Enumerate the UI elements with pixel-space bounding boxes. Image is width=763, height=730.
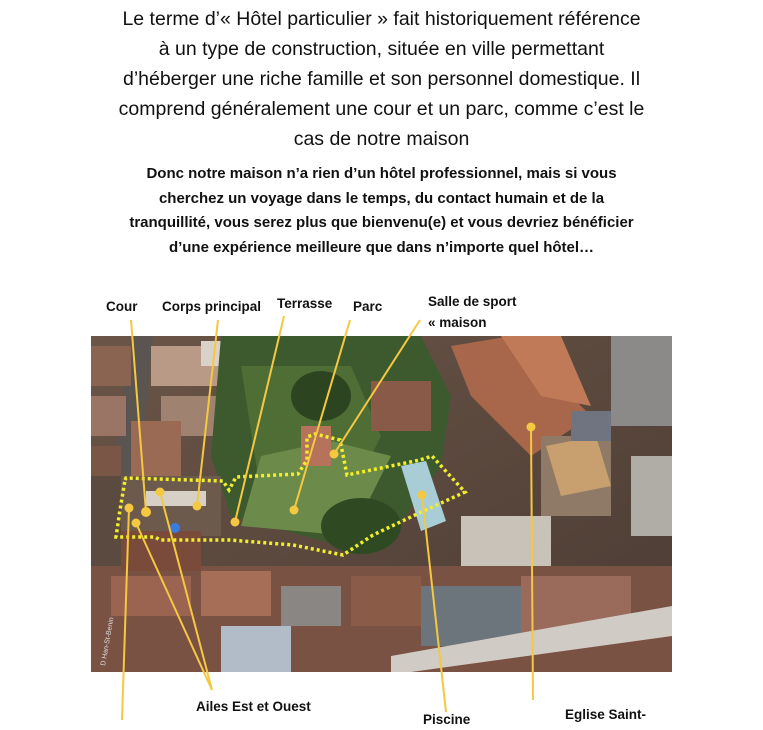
label-cour: Cour [106, 299, 138, 314]
intro-line: cas de notre maison [293, 128, 470, 150]
aerial-map [91, 336, 672, 672]
aerial-map-image [91, 336, 672, 672]
street-watermark: D Han-St-Benin [100, 616, 116, 667]
emphasis-line: Donc notre maison n’a rien d’un hôtel professionnel, mais si vous [146, 165, 617, 182]
intro-line: Le terme d’« Hôtel particulier » fait historiquement référence [122, 8, 641, 30]
label-eglise: Eglise Saint- [565, 707, 647, 722]
intro-paragraph [60, 4, 703, 154]
emphasis-line: tranquillité, vous serez plus que bienvenu(e) et vous devriez bénéficier [129, 214, 634, 231]
emphasis-paragraph [60, 162, 703, 260]
label-salle-de-sport-2: « maison [428, 315, 487, 330]
label-piscine: Piscine [423, 712, 471, 727]
intro-line: d’héberger une riche famille et son personnel domestique. Il [122, 68, 641, 90]
label-parc: Parc [353, 299, 383, 314]
emphasis-line: d’une expérience meilleure que dans n’importe quel hôtel… [168, 238, 595, 256]
label-corps-principal: Corps principal [162, 299, 262, 314]
intro-line: à un type de construction, située en ville permettant [158, 38, 605, 60]
label-terrasse: Terrasse [277, 296, 333, 311]
label-ailes: Ailes Est et Ouest [196, 699, 311, 714]
intro-line: comprend généralement une cour et un parc, comme c’est le [118, 98, 645, 120]
label-salle-de-sport: Salle de sport [428, 294, 517, 309]
emphasis-line: cherchez un voyage dans le temps, du contact humain et de la [158, 189, 605, 207]
